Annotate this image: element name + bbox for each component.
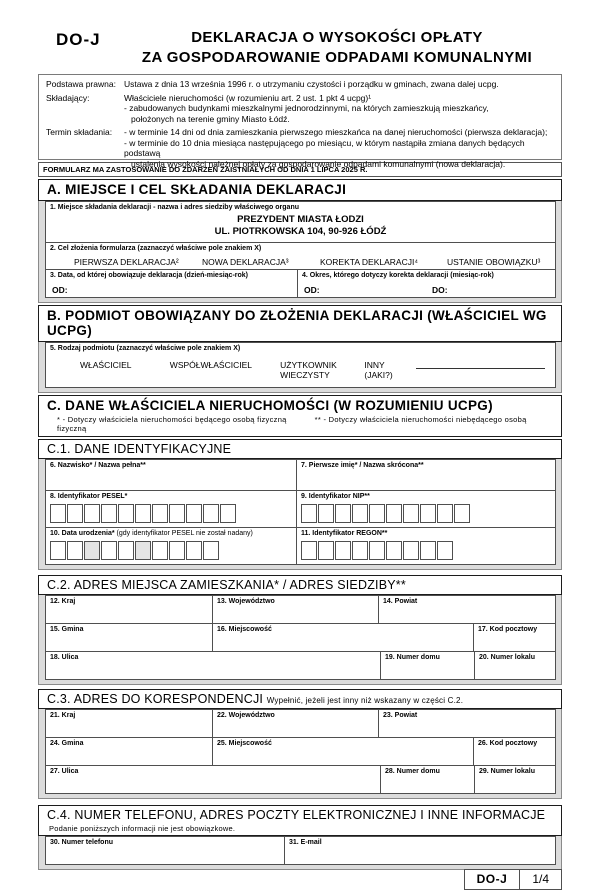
char-box[interactable]	[84, 541, 100, 560]
field-10-note: (gdy identyfikator PESEL nie został nadany)	[116, 530, 253, 537]
field-15-label: 15. Gmina	[50, 626, 84, 633]
field-11-label: 11. Identyfikator REGON**	[301, 530, 388, 537]
field-22-label: 22. Województwo	[217, 712, 275, 719]
field-21-label: 21. Kraj	[50, 712, 76, 719]
char-box[interactable]	[152, 504, 168, 523]
field-31-email[interactable]	[284, 836, 556, 865]
authority-address: UL. PIOTRKOWSKA 104, 90-926 ŁÓDŹ	[214, 225, 387, 237]
field-5-subject-type	[45, 342, 556, 388]
section-c4-title: C.4. NUMER TELEFONU, ADRES POCZTY ELEKTRONICZNEJ I INNE INFORMACJE	[47, 808, 546, 822]
field-2-label: 2. Cel złożenia formularza (zaznaczyć właściwe pole znakiem X)	[50, 245, 262, 252]
form-title-line1: DEKLARACJA O WYSOKOŚCI OPŁATY	[191, 29, 483, 46]
char-box[interactable]	[437, 541, 453, 560]
field-6-surname[interactable]	[45, 459, 297, 491]
char-box[interactable]	[420, 541, 436, 560]
section-c2-body	[38, 595, 562, 685]
char-box[interactable]	[152, 541, 168, 560]
legal-basis-label: Podstawa prawna:	[46, 79, 116, 89]
char-box[interactable]	[186, 541, 202, 560]
field-27-ulica[interactable]	[45, 765, 381, 794]
field-4-od-label: OD:	[304, 284, 320, 295]
field-16-label: 16. Miejscowość	[217, 626, 272, 633]
field-29-numer-lokalu[interactable]	[474, 765, 556, 794]
field-26-label: 26. Kod pocztowy	[478, 740, 538, 747]
char-box[interactable]	[352, 504, 368, 523]
field-18-label: 18. Ulica	[50, 654, 79, 661]
char-box[interactable]	[369, 541, 385, 560]
section-c-title: C. DANE WŁAŚCICIELA NIERUCHOMOŚCI (W ROZUMIENIU UCPG)	[47, 398, 493, 413]
field-9-nip	[296, 490, 556, 528]
char-box[interactable]	[403, 504, 419, 523]
footer-form-code: DO-J	[464, 869, 521, 890]
section-b-body	[38, 342, 562, 393]
char-box[interactable]	[186, 504, 202, 523]
legal-info-box	[38, 74, 562, 169]
char-box[interactable]	[369, 504, 385, 523]
field-28-numer-domu[interactable]	[380, 765, 475, 794]
char-box[interactable]	[67, 541, 83, 560]
field-17-kod-pocztowy[interactable]	[473, 623, 556, 652]
field-15-gmina[interactable]	[45, 623, 213, 652]
option-wlasciciel[interactable]: WŁAŚCICIEL	[80, 359, 132, 370]
field-10-birth-date	[45, 527, 297, 565]
char-box[interactable]	[335, 504, 351, 523]
field-4-do-label: DO:	[431, 284, 448, 295]
field-4-correction-period[interactable]	[297, 269, 556, 298]
field-7-label: 7. Pierwsze imię* / Nazwa skrócona**	[301, 462, 424, 469]
section-c4-note: Podanie poniższych informacji nie jest obowiązkowe.	[49, 824, 236, 833]
deadline-row	[46, 127, 555, 169]
birth-date-input[interactable]	[46, 539, 296, 560]
char-box[interactable]	[118, 504, 134, 523]
char-box[interactable]	[301, 504, 317, 523]
legal-basis-row	[46, 79, 555, 90]
field-3-od-label: OD:	[52, 284, 68, 295]
char-box[interactable]	[403, 541, 419, 560]
deadline-text-line1: - w terminie 14 dni od dnia zamieszkania pierwszego mieszkańca na danej nieruchomości (pierwsza deklaracja);	[124, 127, 548, 137]
char-box[interactable]	[67, 504, 83, 523]
char-box[interactable]	[318, 504, 334, 523]
applicability-notice: FORMULARZ MA ZASTOSOWANIE DO ZDARZEŃ ZAISTNIAŁYCH OD DNIA 1 LIPCA 2025 R.	[38, 162, 562, 177]
section-c1-header: C.1. DANE IDENTYFIKACYJNE	[38, 439, 562, 459]
field-29-label: 29. Numer lokalu	[479, 768, 536, 775]
char-box[interactable]	[437, 504, 453, 523]
field-9-label: 9. Identyfikator NIP**	[301, 493, 370, 500]
section-c-legend	[47, 413, 561, 433]
deadline-label: Termin składania:	[46, 127, 113, 137]
field-20-numer-lokalu[interactable]	[474, 651, 556, 680]
field-5-label: 5. Rodzaj podmiotu (zaznaczyć właściwe pole znakiem X)	[50, 345, 241, 352]
submitters-label: Składający:	[46, 92, 90, 103]
inny-jaki-input-line[interactable]	[416, 360, 545, 369]
nip-input[interactable]	[297, 502, 555, 523]
form-title-line2: ZA GOSPODAROWANIE ODPADAMI KOMUNALNYMI	[141, 49, 533, 66]
option-pierwsza-deklaracja[interactable]: PIERWSZA DEKLARACJA²	[74, 256, 179, 267]
field-3-label: 3. Data, od której obowiązuje deklaracja (dzień-miesiąc-rok)	[50, 272, 249, 279]
regon-input[interactable]	[297, 539, 555, 560]
section-a-body	[38, 201, 562, 303]
page-footer	[38, 870, 562, 890]
field-27-label: 27. Ulica	[50, 768, 79, 775]
legend-double-asterisk: ** - Dotyczy właściciela nieruchomości niebędącego osobą fizyczną	[57, 415, 527, 433]
section-c4-header	[38, 805, 562, 836]
char-box[interactable]	[352, 541, 368, 560]
field-24-label: 24. Gmina	[50, 740, 84, 747]
section-c4-body	[38, 836, 562, 870]
option-uzytkownik-wieczysty[interactable]: UŻYTKOWNIK WIECZYSTY	[280, 359, 337, 380]
option-inny-jaki[interactable]: INNY (JAKI?)	[364, 359, 393, 380]
option-korekta-deklaracji[interactable]: KOREKTA DEKLARACJI⁴	[320, 256, 418, 267]
deadline-text-line3: ustalenia wysokości należnej opłaty za gospodarowanie odpadami komunalnymi (nowa deklaracja).	[131, 158, 506, 169]
field-7-first-name[interactable]	[296, 459, 556, 491]
pesel-input[interactable]	[46, 502, 296, 523]
option-wspolwlasciciel[interactable]: WSPÓŁWŁAŚCICIEL	[169, 359, 252, 370]
field-11-regon	[296, 527, 556, 565]
char-box[interactable]	[50, 504, 66, 523]
field-20-label: 20. Numer lokalu	[479, 654, 536, 661]
char-box[interactable]	[169, 504, 185, 523]
char-box[interactable]	[169, 541, 185, 560]
authority-name: PREZYDENT MIASTA ŁODZI	[237, 213, 364, 225]
field-26-kod-pocztowy[interactable]	[473, 737, 556, 766]
section-c3-header	[38, 689, 562, 709]
section-c-header	[38, 395, 562, 437]
char-box[interactable]	[386, 541, 402, 560]
char-box[interactable]	[386, 504, 402, 523]
section-c3-body	[38, 709, 562, 799]
char-box[interactable]	[203, 504, 219, 523]
legal-basis-text: Ustawa z dnia 13 września 1996 r. o utrzymaniu czystości i porządku w gminach, zwana dalej ucpg.	[124, 79, 499, 89]
char-box[interactable]	[454, 504, 470, 523]
field-8-pesel	[45, 490, 297, 528]
field-23-label: 23. Powiat	[383, 712, 418, 719]
submitters-text-line2: - zabudowanych budynkami mieszkalnymi jednorodzinnymi, na których zamieszkują mieszkańcy,	[124, 103, 489, 113]
char-box[interactable]	[220, 504, 236, 523]
section-c2-header: C.2. ADRES MIEJSCA ZAMIESZKANIA* / ADRES SIEDZIBY**	[38, 575, 562, 595]
section-c1-body	[38, 459, 562, 570]
field-30-label: 30. Numer telefonu	[50, 839, 114, 846]
field-12-label: 12. Kraj	[50, 598, 76, 605]
field-13-label: 13. Województwo	[217, 598, 275, 605]
submitters-row	[46, 93, 555, 125]
char-box[interactable]	[335, 541, 351, 560]
field-13-wojewodztwo[interactable]	[212, 595, 379, 624]
field-25-label: 25. Miejscowość	[217, 740, 272, 747]
char-box[interactable]	[101, 541, 117, 560]
form-code: DO-J	[56, 30, 101, 49]
field-14-powiat[interactable]	[378, 595, 556, 624]
char-box[interactable]	[84, 504, 100, 523]
char-box[interactable]	[135, 504, 151, 523]
field-10-label: 10. Data urodzenia* (gdy identyfikator PESEL nie został nadany)	[50, 530, 253, 537]
form-title	[112, 28, 562, 68]
char-box[interactable]	[420, 504, 436, 523]
section-a-header: A. MIEJSCE I CEL SKŁADANIA DEKLARACJI	[38, 179, 562, 201]
field-30-numer-telefonu[interactable]	[45, 836, 285, 865]
field-24-gmina[interactable]	[45, 737, 213, 766]
field-6-label: 6. Nazwisko* / Nazwa pełna**	[50, 462, 146, 469]
legend-single-asterisk: * - Dotyczy właściciela nieruchomości będącego osobą fizyczną	[57, 415, 287, 424]
field-16-miejscowosc[interactable]	[212, 623, 474, 652]
field-1-label: 1. Miejsce składania deklaracji - nazwa i adres siedziby właściwego organu	[50, 204, 299, 211]
field-23-powiat[interactable]	[378, 709, 556, 738]
submitters-text-line3: położonych na terenie gminy Miasto Łódź.	[131, 113, 290, 124]
deadline-text-line2: - w terminie do 10 dnia miesiąca następującego po miesiącu, w którym nastąpiła zmiana danych będących podstawą	[124, 137, 525, 158]
submitters-text-line1: Właściciele nieruchomości (w rozumieniu art. 2 ust. 1 pkt 4 ucpg)¹	[124, 92, 372, 103]
field-18-ulica[interactable]	[45, 651, 381, 680]
footer-page-number: 1/4	[520, 869, 562, 890]
field-2-form-purpose	[45, 242, 556, 270]
field-31-label: 31. E-mail	[289, 839, 322, 846]
field-14-label: 14. Powiat	[383, 598, 418, 605]
field-3-declaration-date[interactable]	[45, 269, 298, 298]
section-c3-note: Wypełnić, jeżeli jest inny niż wskazany w części C.2.	[266, 696, 464, 705]
char-box[interactable]	[118, 541, 134, 560]
char-box[interactable]	[101, 504, 117, 523]
field-12-kraj[interactable]	[45, 595, 213, 624]
field-25-miejscowosc[interactable]	[212, 737, 474, 766]
option-nowa-deklaracja[interactable]: NOWA DEKLARACJA³	[202, 256, 289, 267]
field-19-numer-domu[interactable]	[380, 651, 475, 680]
char-box[interactable]	[318, 541, 334, 560]
field-17-label: 17. Kod pocztowy	[478, 626, 538, 633]
section-c3-title: C.3. ADRES DO KORESPONDENCJI	[47, 692, 264, 706]
section-b-header: B. PODMIOT OBOWIĄZANY DO ZŁOŻENIA DEKLARACJI (WŁAŚCICIEL WG UCPG)	[38, 305, 562, 342]
char-box[interactable]	[50, 541, 66, 560]
char-box[interactable]	[203, 541, 219, 560]
char-box[interactable]	[301, 541, 317, 560]
form-header	[38, 28, 562, 74]
field-28-label: 28. Numer domu	[385, 768, 440, 775]
field-21-kraj[interactable]	[45, 709, 213, 738]
field-8-label: 8. Identyfikator PESEL*	[50, 493, 128, 500]
field-22-wojewodztwo[interactable]	[212, 709, 379, 738]
option-ustanie-obowiazku[interactable]: USTANIE OBOWIĄZKU³	[447, 256, 541, 267]
field-4-label: 4. Okres, którego dotyczy korekta deklaracji (miesiąc-rok)	[302, 272, 494, 279]
field-1-place-of-submission[interactable]	[45, 201, 556, 243]
char-box[interactable]	[135, 541, 151, 560]
field-19-label: 19. Numer domu	[385, 654, 440, 661]
